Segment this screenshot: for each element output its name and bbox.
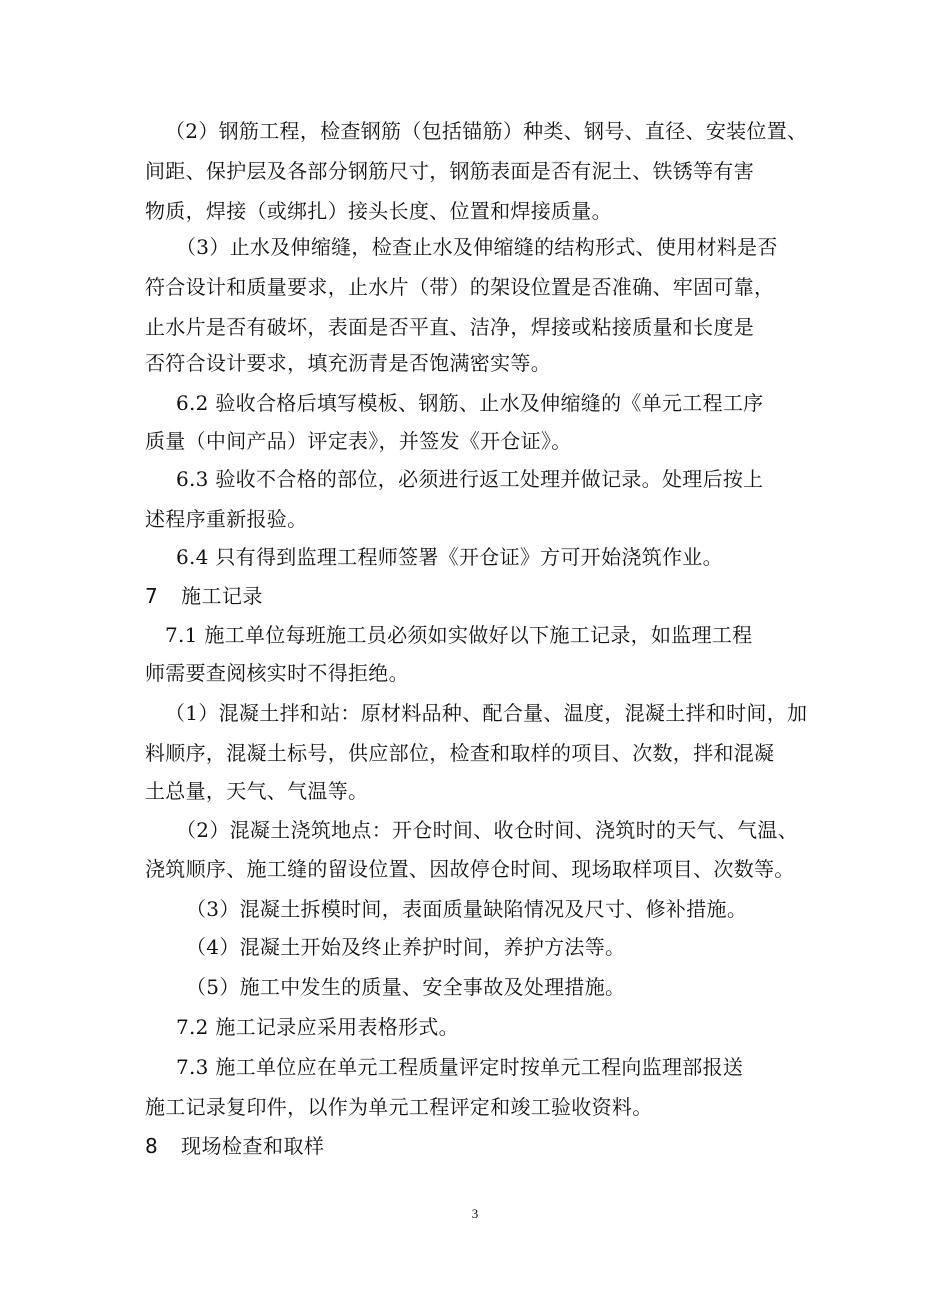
- paragraph-line: 止水片是否有破坏，表面是否平直、洁净，焊接或粘接质量和长度是: [145, 315, 754, 339]
- paragraph-line: 物质，焊接（或绑扎）接头长度、位置和焊接质量。: [145, 199, 612, 223]
- paragraph-line: （2）钢筋工程，检查钢筋（包括锚筋）种类、钢号、直径、安装位置、: [165, 119, 808, 143]
- paragraph-line: 6.3 验收不合格的部位，必须进行返工处理并做记录。处理后按上: [176, 467, 764, 491]
- paragraph-line: （5）施工中发生的质量、安全事故及处理措施。: [186, 975, 626, 999]
- section-title: 现场检查和取样: [181, 1134, 325, 1158]
- paragraph-line: 料顺序，混凝土标号，供应部位，检查和取样的项目、次数，拌和混凝: [145, 741, 775, 765]
- paragraph-line: 质量（中间产品）评定表》，并签发《开仓证》。: [145, 429, 572, 453]
- paragraph-line: 6.4 只有得到监理工程师签署《开仓证》方可开始浇筑作业。: [176, 545, 723, 569]
- paragraph-line: 述程序重新报验。: [145, 507, 308, 531]
- section-title: 施工记录: [181, 584, 263, 608]
- paragraph-line: 浇筑顺序、施工缝的留设位置、因故停仓时间、现场取样项目、次数等。: [145, 857, 795, 881]
- paragraph-line: 7.3 施工单位应在单元工程质量评定时按单元工程向监理部报送: [176, 1055, 744, 1079]
- paragraph-line: 间距、保护层及各部分钢筋尺寸，钢筋表面是否有泥土、铁锈等有害: [145, 159, 754, 183]
- paragraph-line: 6.2 验收合格后填写模板、钢筋、止水及伸缩缝的《单元工程工序: [176, 391, 764, 415]
- paragraph-line: （1）混凝土拌和站：原材料品种、配合量、温度，混凝土拌和时间，加: [165, 701, 808, 725]
- paragraph-line: 否符合设计要求，填充沥青是否饱满密实等。: [145, 351, 551, 375]
- paragraph-line: 符合设计和质量要求，止水片（带）的架设位置是否准确、牢固可靠，: [145, 275, 775, 299]
- paragraph-line: （2）混凝土浇筑地点：开仓时间、收仓时间、浇筑时的天气、气温、: [176, 818, 799, 842]
- section-heading-7: [145, 583, 263, 609]
- paragraph-line: （4）混凝土开始及终止养护时间，养护方法等。: [186, 935, 626, 959]
- page-number: 3: [471, 1206, 479, 1221]
- paragraph-line: 施工记录复印件，以作为单元工程评定和竣工验收资料。: [145, 1095, 653, 1119]
- paragraph-line: 7.1 施工单位每班施工员必须如实做好以下施工记录，如监理工程: [165, 623, 753, 647]
- section-number: 8: [145, 1134, 159, 1158]
- section-number: 7: [145, 584, 159, 608]
- paragraph-line: （3）混凝土拆模时间，表面质量缺陷情况及尺寸、修补措施。: [186, 897, 748, 921]
- paragraph-line: 7.2 施工记录应采用表格形式。: [176, 1015, 459, 1039]
- section-heading-8: [145, 1133, 325, 1159]
- paragraph-line: （3）止水及伸缩缝，检查止水及伸缩缝的结构形式、使用材料是否: [176, 235, 778, 259]
- paragraph-line: 土总量，天气、气温等。: [145, 779, 369, 803]
- paragraph-line: 师需要查阅核实时不得拒绝。: [145, 661, 409, 685]
